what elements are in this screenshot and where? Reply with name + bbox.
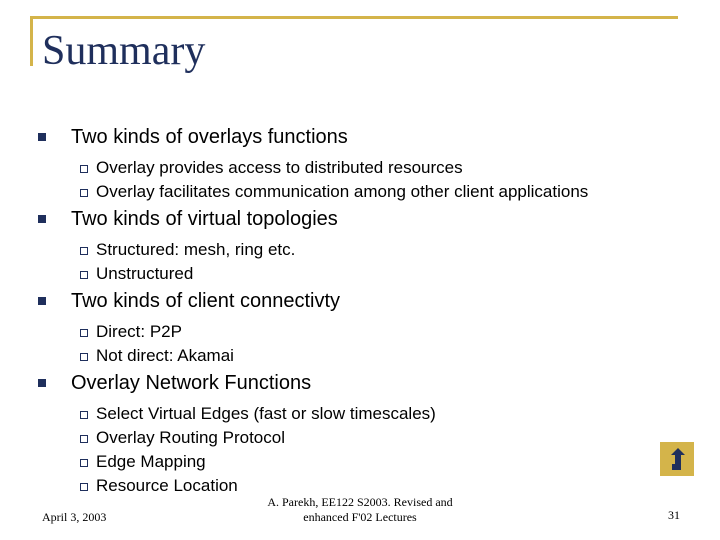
list-item — [38, 322, 698, 346]
section-heading-text: Two kinds of overlays functions — [71, 126, 348, 148]
list-item-text: Overlay provides access to distributed resources — [96, 158, 463, 177]
list-item — [38, 346, 698, 370]
square-bullet-icon — [38, 379, 46, 387]
hollow-square-bullet-icon — [80, 353, 88, 361]
list-item-text: Direct: P2P — [96, 322, 182, 341]
hollow-square-bullet-icon — [80, 329, 88, 337]
list-item — [38, 428, 698, 452]
return-arrow-icon — [664, 446, 690, 472]
list-item — [38, 240, 698, 264]
list-item-text: Select Virtual Edges (fast or slow timescales) — [96, 404, 436, 423]
footer-credit — [240, 495, 480, 525]
footer-credit-line: A. Parekh, EE122 S2003. Revised and — [267, 495, 453, 509]
title-frame-left-line — [30, 16, 33, 66]
section-heading — [38, 370, 698, 404]
list-item — [38, 158, 698, 182]
hollow-square-bullet-icon — [80, 483, 88, 491]
section-heading — [38, 124, 698, 158]
hollow-square-bullet-icon — [80, 189, 88, 197]
hollow-square-bullet-icon — [80, 435, 88, 443]
title-frame-top-line — [30, 16, 678, 19]
footer-credit-line: enhanced F'02 Lectures — [303, 510, 417, 524]
section-heading-text: Overlay Network Functions — [71, 372, 312, 394]
slide-title: Summary — [42, 28, 206, 74]
page-number: 31 — [668, 508, 680, 522]
hollow-square-bullet-icon — [80, 459, 88, 467]
list-item-text: Edge Mapping — [96, 452, 206, 471]
list-item-text: Unstructured — [96, 264, 194, 283]
list-item — [38, 404, 698, 428]
section-heading — [38, 206, 698, 240]
section-heading — [38, 288, 698, 322]
hollow-square-bullet-icon — [80, 411, 88, 419]
hollow-square-bullet-icon — [80, 271, 88, 279]
footer-date: April 3, 2003 — [42, 510, 107, 524]
hollow-square-bullet-icon — [80, 165, 88, 173]
square-bullet-icon — [38, 215, 46, 223]
list-item-text: Resource Location — [96, 476, 238, 495]
list-item-text: Overlay facilitates communication among other client applications — [96, 182, 589, 201]
list-item-text: Overlay Routing Protocol — [96, 428, 285, 447]
square-bullet-icon — [38, 133, 46, 141]
slide-content — [38, 124, 698, 500]
section-heading-text: Two kinds of client connectivty — [71, 290, 341, 312]
list-item-text: Not direct: Akamai — [96, 346, 234, 365]
list-item — [38, 452, 698, 476]
square-bullet-icon — [38, 297, 46, 305]
return-button[interactable] — [660, 442, 694, 476]
list-item-text: Structured: mesh, ring etc. — [96, 240, 296, 259]
list-item — [38, 264, 698, 288]
section-heading-text: Two kinds of virtual topologies — [71, 208, 338, 230]
hollow-square-bullet-icon — [80, 247, 88, 255]
list-item — [38, 182, 698, 206]
